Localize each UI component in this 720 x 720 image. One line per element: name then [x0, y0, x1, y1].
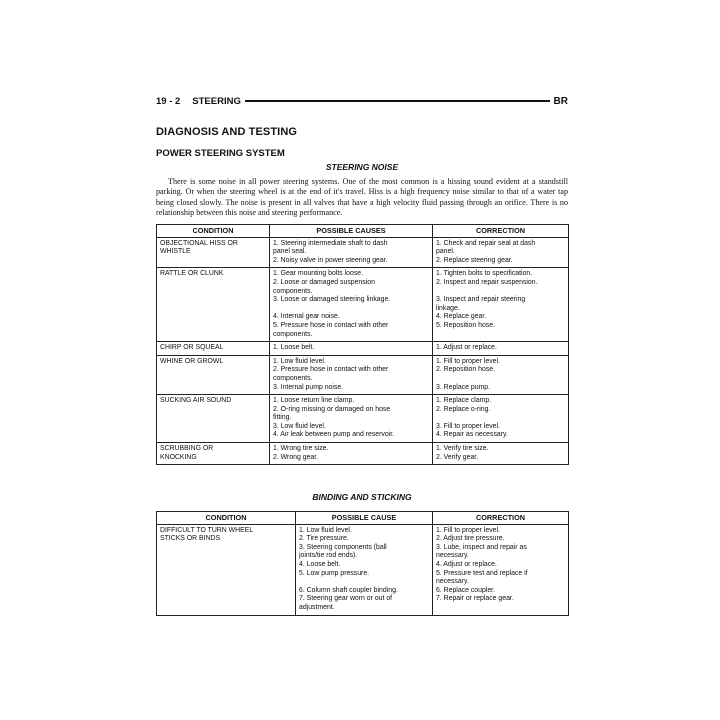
causes-cell — [270, 395, 433, 443]
cell-line: 1. Wrong tire size. — [273, 445, 329, 453]
cell-line: OBJECTIONAL HISS OR — [160, 239, 238, 247]
steering-noise-table — [156, 224, 569, 465]
cell-line: WHINE OR GROWL — [160, 357, 224, 365]
cell-line: 4. Internal gear noise. — [273, 313, 340, 321]
column-header: POSSIBLE CAUSE — [296, 512, 433, 525]
column-header: CORRECTION — [433, 225, 569, 238]
cell-line: 1. Steering intermediate shaft to dash — [273, 239, 388, 247]
condition-cell — [157, 355, 270, 394]
page-header — [156, 94, 568, 108]
condition-cell — [157, 443, 270, 465]
cell-line: joints/tie rod ends). — [299, 552, 358, 560]
correction-cell — [433, 342, 569, 356]
condition-cell — [157, 395, 270, 443]
section-name: STEERING — [192, 95, 241, 107]
cell-line: 5. Pressure hose in contact with other — [273, 321, 389, 329]
cell-line: WHISTLE — [160, 248, 191, 256]
cell-line: SUCKING AIR SOUND — [160, 397, 232, 405]
cell-line: 1. Low fluid level. — [299, 526, 352, 534]
cell-line — [436, 331, 565, 340]
cell-line: 1. Fill to proper level. — [436, 526, 500, 534]
vehicle-code: BR — [553, 95, 568, 107]
cell-line: 3. Replace pump. — [436, 383, 491, 391]
cell-line: 4. Adjust or replace. — [436, 560, 497, 568]
table-row — [157, 342, 569, 356]
cell-line: 2. O-ring missing or damaged on hose — [273, 405, 391, 413]
cell-line: components. — [273, 374, 313, 382]
cell-line: 1. Gear mounting bolts loose. — [273, 270, 364, 278]
intro-paragraph: There is some noise in all power steering systems. One of the most common is a hissing sound evident at a standstill parking. Or when the steering wheel is at the end of it's travel. Hiss is a high frequency noise similar to that of a water tap being closed slowly. The noise is present in all valves that have a high velocity fluid passing through an orifice. There is no relationship between this noise and steering performance. — [156, 177, 568, 218]
cell-line: 4. Loose belt. — [299, 560, 341, 568]
condition-cell — [157, 237, 270, 268]
cell-line: 5. Low pump pressure. — [299, 569, 370, 577]
cell-line: 2. Loose or damaged suspension — [273, 278, 375, 286]
cell-line: necessary. — [436, 552, 469, 560]
correction-cell — [433, 524, 569, 615]
cell-line: 2. Replace steering gear. — [436, 256, 513, 264]
cell-line: 1. Replace clamp. — [436, 397, 492, 405]
cell-line: CHIRP OR SQUEAL — [160, 344, 224, 352]
cell-line: KNOCKING — [160, 453, 197, 461]
cell-line: 4. Replace gear. — [436, 313, 487, 321]
cell-line: fitting. — [273, 414, 292, 422]
condition-cell — [157, 342, 270, 356]
cell-line: 6. Column shaft coupler binding. — [299, 586, 398, 594]
section-subtitle: POWER STEERING SYSTEM — [156, 148, 285, 159]
column-header: POSSIBLE CAUSES — [270, 225, 433, 238]
cell-line: 5. Reposition hose. — [436, 321, 495, 329]
table-header-row — [157, 225, 569, 238]
correction-cell — [433, 443, 569, 465]
cell-line: 3. Steering components (ball — [299, 543, 387, 551]
cell-line — [273, 305, 429, 314]
cell-line — [436, 414, 565, 423]
cell-line: 1. Tighten bolts to specification. — [436, 270, 533, 278]
table-row — [157, 395, 569, 443]
steering-noise-heading: STEERING NOISE — [325, 162, 399, 172]
cell-line: 2. Wrong gear. — [273, 453, 319, 461]
column-header: CORRECTION — [433, 512, 569, 525]
cell-line: linkage. — [436, 304, 460, 312]
cell-line: panel seal. — [273, 248, 307, 256]
column-header: CONDITION — [157, 225, 270, 238]
cell-line: 3. Loose or damaged steering linkage. — [273, 296, 391, 304]
page-title: DIAGNOSIS AND TESTING — [156, 126, 298, 138]
causes-cell — [270, 342, 433, 356]
condition-cell — [157, 268, 270, 342]
cell-line: 1. Fill to proper level. — [436, 357, 500, 365]
cell-line: 2. Adjust tire pressure. — [436, 535, 505, 543]
cell-line: 2. Verify gear. — [436, 453, 479, 461]
cell-line: 1. Loose return line clamp. — [273, 397, 355, 405]
cell-line — [436, 604, 565, 613]
cell-line: 1. Check and repair seal at dash — [436, 239, 536, 247]
cell-line: necessary. — [436, 578, 469, 586]
cell-line: panel. — [436, 248, 455, 256]
binding-sticking-heading: BINDING AND STICKING — [312, 492, 412, 502]
correction-cell — [433, 355, 569, 394]
cell-line: 7. Repair or replace gear. — [436, 595, 514, 603]
column-header: CONDITION — [157, 512, 296, 525]
cell-line: 3. Low fluid level. — [273, 422, 326, 430]
causes-cell — [296, 524, 433, 615]
causes-cell — [270, 443, 433, 465]
table-row — [157, 355, 569, 394]
cell-line: DIFFICULT TO TURN WHEEL — [160, 526, 254, 534]
cell-line: 2. Pressure hose in contact with other — [273, 366, 389, 374]
header-rule — [245, 100, 550, 102]
cell-line: 4. Repair as necessary. — [436, 431, 508, 439]
cell-line: 2. Tire pressure. — [299, 535, 349, 543]
table-header-row — [157, 512, 569, 525]
cell-line: 1. Loose belt. — [273, 344, 315, 352]
cell-line: components. — [273, 330, 313, 338]
cell-line: adjustment. — [299, 603, 335, 611]
table-row — [157, 524, 569, 615]
cell-line: 2. Replace o-ring. — [436, 405, 491, 413]
correction-cell — [433, 268, 569, 342]
cell-line: 3. Fill to proper level. — [436, 422, 500, 430]
cell-line: 3. Internal pump noise. — [273, 383, 344, 391]
cell-line: 1. Adjust or replace. — [436, 344, 497, 352]
cell-line: 5. Pressure test and replace if — [436, 569, 528, 577]
cell-line: 6. Replace coupler. — [436, 586, 495, 594]
cell-line: RATTLE OR CLUNK — [160, 270, 224, 278]
table-row — [157, 268, 569, 342]
cell-line: 2. Inspect and repair suspension. — [436, 278, 538, 286]
table-row — [157, 443, 569, 465]
cell-line: components. — [273, 287, 313, 295]
binding-sticking-table — [156, 511, 569, 616]
cell-line: 1. Low fluid level. — [273, 357, 326, 365]
cell-line: 2. Reposition hose. — [436, 366, 495, 374]
cell-line: 7. Steering gear worn or out of — [299, 595, 393, 603]
condition-cell — [157, 524, 296, 615]
cell-line — [436, 375, 565, 384]
causes-cell — [270, 237, 433, 268]
causes-cell — [270, 355, 433, 394]
cell-line — [299, 578, 429, 587]
cell-line: 2. Noisy valve in power steering gear. — [273, 256, 388, 264]
cell-line: SCRUBBING OR — [160, 445, 214, 453]
cell-line — [436, 288, 565, 297]
correction-cell — [433, 395, 569, 443]
correction-cell — [433, 237, 569, 268]
causes-cell — [270, 268, 433, 342]
cell-line: 3. Lube, inspect and repair as — [436, 543, 527, 551]
table-row — [157, 237, 569, 268]
page-number: 19 - 2 — [156, 95, 181, 107]
cell-line: 3. Inspect and repair steering — [436, 296, 526, 304]
cell-line: 1. Verify tire size. — [436, 445, 489, 453]
cell-line: 4. Air leak between pump and reservoir. — [273, 431, 395, 439]
cell-line: STICKS OR BINDS — [160, 535, 221, 543]
